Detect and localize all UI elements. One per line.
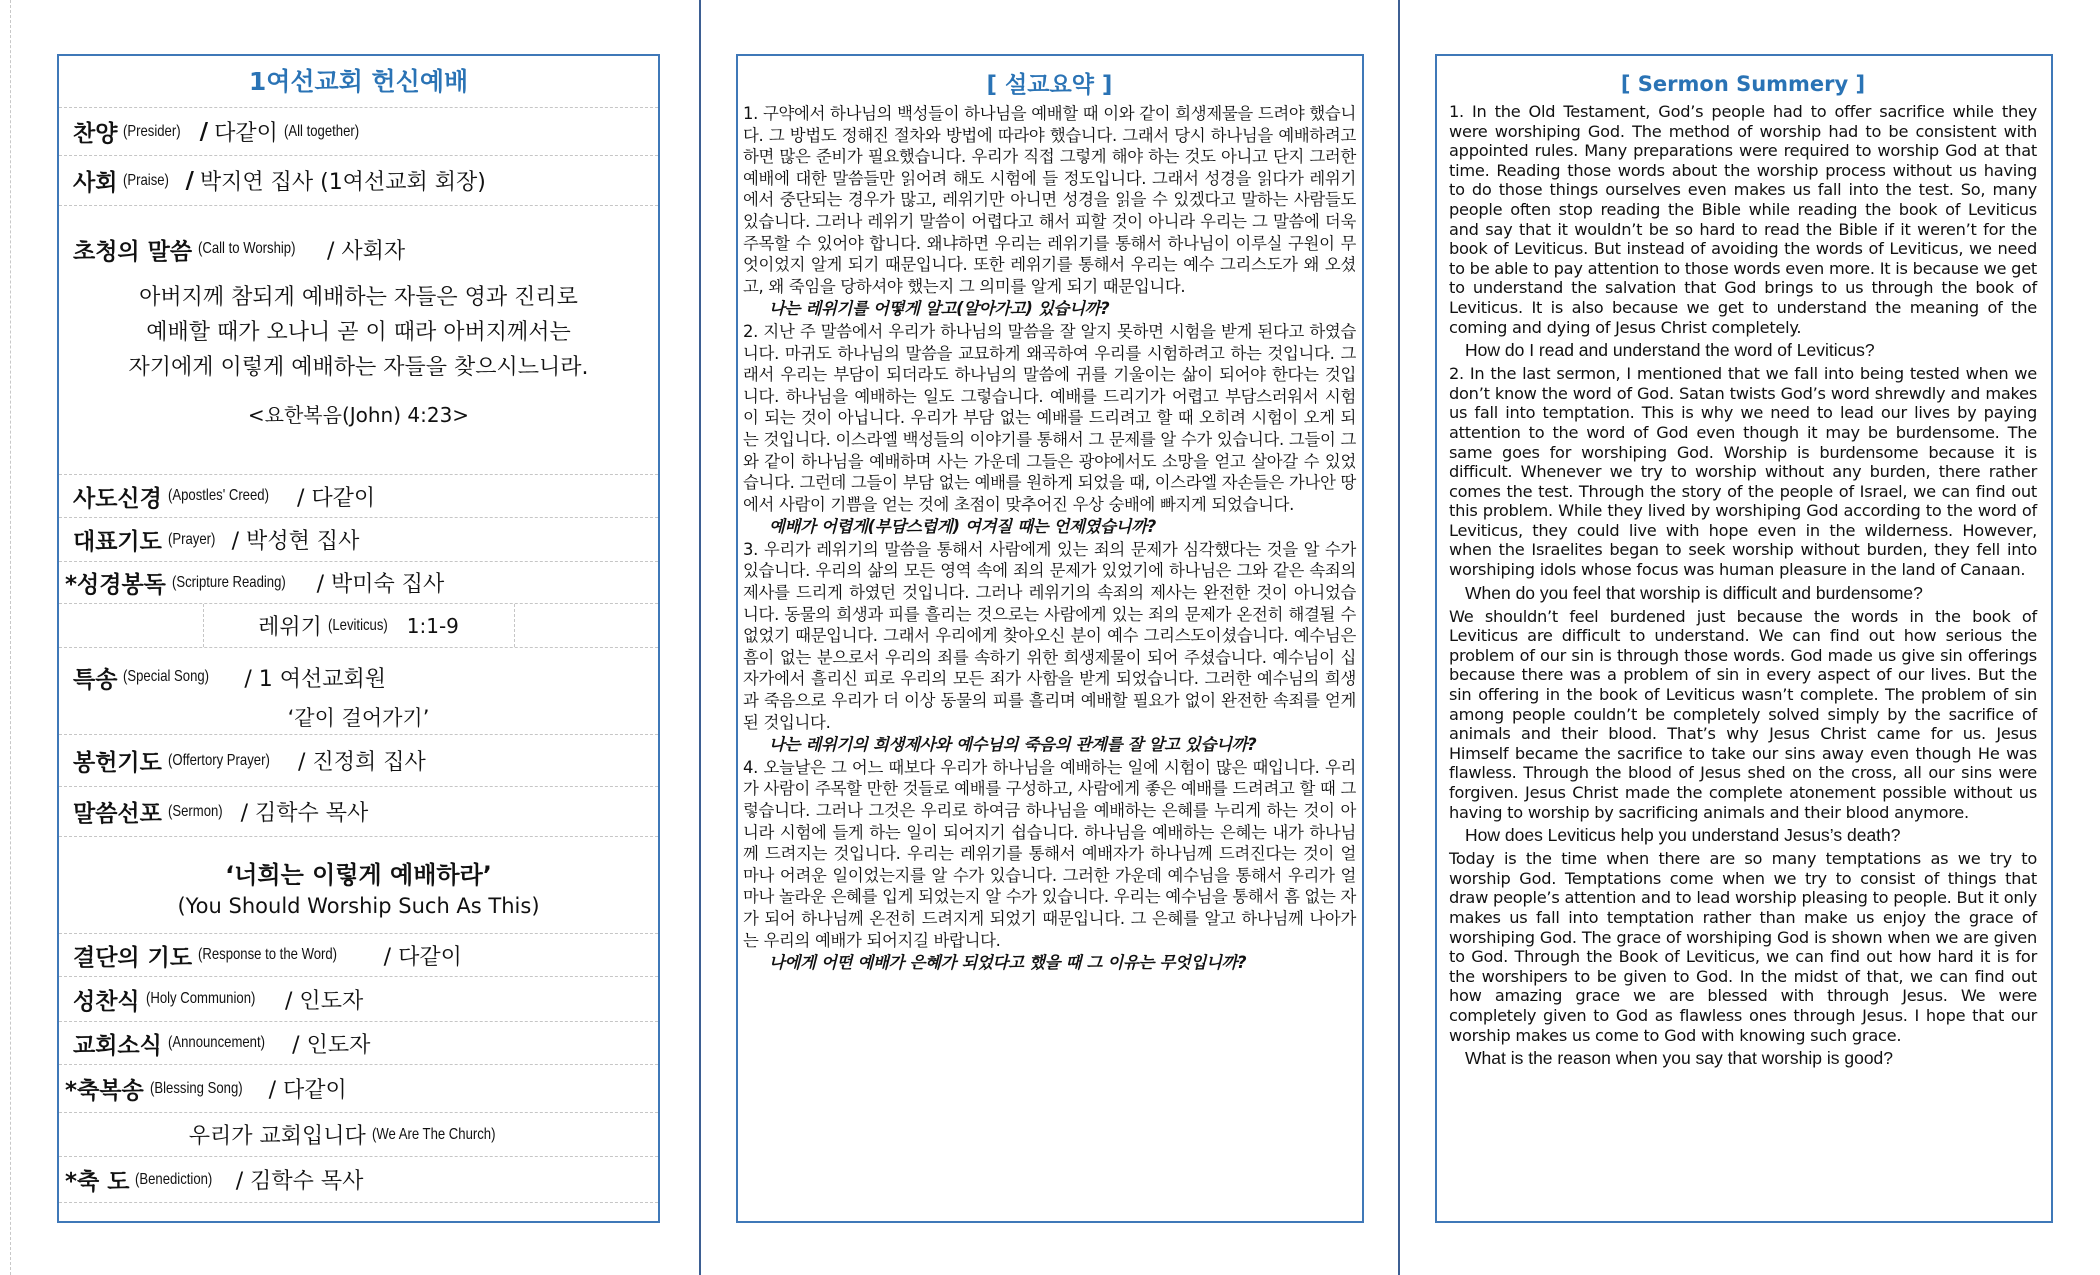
item-label-ko: 사회 bbox=[73, 170, 118, 196]
reflection-question: 예배가 어렵게(부담스럽게) 여겨질 때는 언제였습니까? bbox=[769, 517, 1156, 537]
item-label-ko: *축 도 bbox=[65, 1169, 130, 1195]
summary-paragraph: 3. 우리가 레위기의 말씀을 통해서 사람에게 있는 죄의 문제가 심각했다는 것을 알 수가 있습니다. 우리의 삶의 모든 영역 속에 죄의 문제가 있었기에 하나님은 그와 같은 속죄의 제사를 드리게 하였던 것입니다. 그러나 레위기의 속죄의 제사는 완전한 것이 아니었습니다. 동물의 희생과 피를 흘리는 것으로는 사람에게 있는 죄의 문제가 온전히 해결될 수 없었기 때문입니다. 그래서 우리에게 찾아오신 분이 예수 그리스도이셨습니다. 예수님은 흠이 없는 분으로서 우리의 죄를 속하기 위한 희생제물이 되어 주셨습니다. 예수님이 십자가에서 흘리신 피로 우리의 모든 죄가 사함을 받게 되었습니다. 그러한 예수님의 희생과 죽음으로 우리가 더 이상 동물의 피를 흘리며 예배할 필요가 없이 완전한 속죄를 얻게 된 것입니다. bbox=[743, 539, 1356, 732]
blessing-song-title-en: (We Are The Church) bbox=[371, 1125, 496, 1143]
order-item-hymn bbox=[59, 108, 658, 156]
order-item-scripture bbox=[59, 562, 658, 604]
call-to-worship-block bbox=[59, 206, 658, 475]
summary-paragraph: We shouldn’t feel burdened just because the words in the book of Leviticus are difficult to understand. We can find out how serious the problem of our sin is through those words. God made us give sin offerings because there was a problem of sin in every aspect of our lives. But the sin offering in the book of Leviticus wasn’t complete. The problem of sin among people couldn’t be completely solved simply by the sacrifice of animals and their blood. That’s why Jesus Christ came for us. Jesus Himself became the sacrifice to take our sins away even though He was flawless. Through the blood of Jesus shed on the cross, all our sins were forgiven. Jesus Christ made the complete atonement possible without us having to worship by sacrificing animals and their blood anymore. bbox=[1449, 606, 2037, 822]
item-leader: / 인도자 bbox=[285, 988, 364, 1014]
summary-paragraph: 4. 오늘날은 그 어느 때보다 우리가 하나님을 예배하는 일에 시험이 많은 때입니다. 우리가 사람이 주목할 만한 것들로 예배를 구성하고, 사람에게 좋은 예배를 드려려고 할 때 그렇습니다. 그러나 그것은 우리로 하여금 하나님을 예배하는 은혜를 누리게 하는 것이 아니라 시험에 들게 하는 일이 되어지기 쉽습니다. 하나님을 예배하는 은혜는 내가 하나님께 드려지는 것입니다. 우리는 레위기를 통해서 예배자가 하나님께 드려진다는 것이 얼마나 어려운 일이었는지를 알 수가 있습니다. 그러한 가운데 예수님을 통해서 우리가 얼마나 놀라운 은혜를 입게 되었는지 알 수가 있습니다. 우리는 예수님을 통해서 흠 없는 자가 되어 하나님께 온전히 드려지게 되었기 때문입니다. 그 은혜를 알고 하나님께 나아가는 우리의 예배가 되어지길 바랍니다. bbox=[743, 757, 1356, 950]
sermon-title-block bbox=[59, 837, 658, 934]
english-summary-title: [ Sermon Summery ] bbox=[1620, 72, 1866, 96]
reflection-question: 나에게 어떤 예배가 은혜가 되었다고 했을 때 그 이유는 무엇입니까? bbox=[769, 953, 1247, 973]
order-item-prayer bbox=[59, 518, 658, 562]
item-label-en: (Blessing Song) bbox=[149, 1079, 243, 1097]
item-label-en: (Call to Worship) bbox=[198, 240, 296, 257]
sermon-title-ko: ‘너희는 이렇게 예배하라’ bbox=[225, 861, 492, 889]
item-leader: / 김학수 목사 bbox=[235, 1169, 364, 1194]
order-item-benediction bbox=[59, 1157, 658, 1203]
item-label-ko: *성경봉독 bbox=[65, 572, 166, 598]
korean-summary-panel bbox=[736, 54, 1364, 1223]
blessing-song-title-ko: 우리가 교회입니다 bbox=[188, 1124, 366, 1149]
item-leader: / 진정희 집사 bbox=[298, 750, 426, 775]
scripture-reference-box bbox=[203, 604, 515, 647]
reflection-question: When do you feel that worship is difficult and burdensome? bbox=[1465, 582, 1923, 603]
reflection-question: 나는 레위기의 희생제사와 예수님의 죽음의 관계를 잘 알고 있습니까? bbox=[769, 735, 1257, 755]
scripture-chapter: 1:1-9 bbox=[406, 613, 459, 638]
item-leader: / 김학수 목사 bbox=[240, 801, 369, 826]
item-label-en: (Response to the Word) bbox=[198, 946, 338, 963]
item-label-en: (Presider) bbox=[123, 122, 182, 140]
item-label-ko: *축복송 bbox=[65, 1078, 144, 1104]
item-label-en: (Praise) bbox=[123, 171, 170, 189]
item-leader: 박지연 집사 (1여선교회 회장) bbox=[199, 170, 486, 195]
verse-line: 자기에게 이렇게 예배하는 자들을 찾으시느니라. bbox=[128, 355, 589, 380]
verse-line: 아버지께 참되게 예배하는 자들은 영과 진리로 bbox=[139, 285, 578, 310]
item-label-ko: 사도신경 bbox=[73, 485, 162, 512]
order-item-special-song bbox=[73, 648, 658, 702]
verse-line: 예배할 때가 오나니 곧 이 때라 아버지께서는 bbox=[146, 320, 571, 345]
order-item-sermon bbox=[59, 787, 658, 837]
scripture-verse bbox=[59, 280, 658, 428]
worship-order-panel bbox=[57, 54, 660, 1223]
item-leader: / 박성현 집사 bbox=[231, 529, 360, 554]
special-song-block bbox=[59, 648, 658, 735]
english-summary-panel bbox=[1435, 54, 2053, 1223]
item-label-ko: 찬양 bbox=[73, 121, 118, 147]
item-leader: / 다같이 bbox=[296, 485, 376, 511]
fold-line-1 bbox=[699, 0, 701, 1275]
order-item-call-to-worship bbox=[73, 206, 658, 280]
item-label-ko: 성찬식 bbox=[73, 988, 140, 1015]
item-label-en: (Scripture Reading) bbox=[171, 573, 286, 591]
order-item-response bbox=[59, 934, 658, 977]
item-label-en: (Prayer) bbox=[167, 530, 216, 548]
summary-paragraph: 1. 구약에서 하나님의 백성들이 하나님을 예배할 때 이와 같이 희생제물을 드려야 했습니다. 그 방법도 정해진 절차와 방법에 따라야 했습니다. 그래서 당시 하나님을 예배하려고 하면 많은 준비가 필요했습니다. 우리가 직접 그렇게 해야 하는 것도 아니고 단지 그러한 예배에 대한 말씀들만 읽어려 해도 시험에 들 정도입니다. 그래서 성경을 읽다가 레위기에서 중단되는 경우가 많고, 레위기만 아니면 성경을 읽을 수 있겠다고 말하는 사람들도 있습니다. 그러나 레위기 말씀이 어렵다고 해서 피할 것이 아니라 우리는 그 말씀에 더욱 주목할 수 있어야 합니다. 왜냐하면 우리는 레위기를 통해서 하나님이 이루실 구원이 무엇이었지 알게 되기 때문입니다. 또한 레위기를 통해서 우리는 예수 그리스도가 왜 오셨고, 왜 죽임을 당하셔야 했는지 그 의미를 알게 되기 때문입니다. bbox=[743, 104, 1356, 296]
summary-paragraph: Today is the time when there are so many temptations as we try to worship God. Temptations come when we try to consist of things that draw people’s attention and to lead worship pleasing to people. But it only makes us fall into temptation rather than make us enjoy the grace of worshiping God. The grace of worshiping God is shown when we are given to God. Through the Book of Leviticus, we can find out how hard it is for the worshipers to be given to God. In the midst of that, we can find out how amazing grace we are blessed with through Jesus. We were completely given to God as flawless ones through Jesus. I hope that our worship makes us come to God with knowing such grace. bbox=[1449, 849, 2037, 1045]
item-label-ko: 말씀선포 bbox=[73, 801, 162, 827]
item-label-ko: 교회소식 bbox=[73, 1032, 162, 1059]
summary-paragraph: 2. In the last sermon, I mentioned that we fall into being tested when we don’t know the word of God. Satan twists God’s word shrewdly and makes us fall into temptation. This is why we need to lead our lives by paying attention to the word of God even though it may be burdensome. The same goes for worshiping God. Worship is burdensome because it is difficult. Whenever we try to worship without any burden, there rather comes the test. Through the story of the people of Israel, we can find out this problem. While they lived by worshiping God according to the word of Leviticus, they could live with hope even in the wilderness. However, when the Israelites began to seek worship without burden, they fell into worshiping idols whose focus was human pleasure in the land of Canaan. bbox=[1449, 364, 2037, 580]
item-slash: / bbox=[185, 167, 194, 194]
item-leader: / 인도자 bbox=[292, 1032, 371, 1058]
blessing-song-title bbox=[59, 1113, 658, 1157]
item-leader: / 다같이 bbox=[383, 944, 462, 970]
item-leader: / 박미숙 집사 bbox=[316, 572, 445, 597]
item-label-en: (Apostles' Creed) bbox=[167, 487, 269, 504]
item-label-ko: 초청의 말씀 bbox=[73, 238, 193, 265]
scripture-reference-row bbox=[59, 604, 658, 648]
item-label-en: (Offertory Prayer) bbox=[167, 751, 270, 769]
item-label-en: (Special Song) bbox=[123, 668, 210, 685]
item-leader-en: (All together) bbox=[283, 122, 359, 140]
item-label-ko: 봉헌기도 bbox=[73, 750, 162, 776]
reflection-question: How do I read and understand the word of Leviticus? bbox=[1465, 340, 1875, 361]
order-item-creed bbox=[59, 475, 658, 518]
order-item-communion bbox=[59, 977, 658, 1022]
item-label-ko: 특송 bbox=[73, 666, 118, 693]
order-item-presider bbox=[59, 156, 658, 206]
fold-line-2 bbox=[1398, 0, 1400, 1275]
worship-order-title: 1여선교회 헌신예배 bbox=[59, 56, 658, 108]
item-leader: / 1 여선교회원 bbox=[244, 666, 387, 692]
sermon-title-en: (You Should Worship Such As This) bbox=[177, 894, 540, 918]
reflection-question: How does Leviticus help you understand Jesus’s death? bbox=[1465, 825, 1901, 846]
item-label-en: (Announcement) bbox=[167, 1034, 265, 1051]
order-item-announcement bbox=[59, 1022, 658, 1065]
verse-reference: <요한복음(John) 4:23> bbox=[247, 403, 470, 427]
item-slash: / bbox=[199, 118, 209, 145]
item-leader: / 다같이 bbox=[268, 1078, 347, 1103]
reflection-question: 나는 레위기를 어떻게 알고(알아가고) 있습니까? bbox=[769, 299, 1110, 319]
summary-paragraph: 1. In the Old Testament, God’s people had to offer sacrifice while they were worshiping God. The method of worship had to be consistent with appointed rules. Many preparations were required to worship God at that time. Reading those words about the worship process without us having to do those things ourselves even makes us fall into the test. So, many people often stop reading the Bible while reading the book of Leviticus and say that it wouldn’t be so hard to read the Bible if it weren’t for the book of Leviticus. But instead of avoiding the words of Leviticus, we need to be able to pay attention to those words even more. It is because we get to understand the salvation that God brings to us through the book of Leviticus. It is also because we get to understand the meaning of the coming and dying of Jesus Christ completely. bbox=[1449, 102, 2037, 337]
page-edge-left bbox=[10, 0, 11, 1275]
korean-summary-title: [ 설교요약 ] bbox=[986, 72, 1113, 98]
scripture-book: 레위기 bbox=[258, 615, 322, 640]
reflection-question: What is the reason when you say that worship is good? bbox=[1465, 1048, 1894, 1069]
item-label-ko: 결단의 기도 bbox=[73, 944, 193, 971]
order-item-blessing-song bbox=[59, 1065, 658, 1113]
item-leader: / 사회자 bbox=[326, 238, 406, 264]
special-song-title: ‘같이 걸어가기’ bbox=[287, 706, 430, 730]
item-label-ko: 대표기도 bbox=[73, 529, 162, 555]
scripture-book-en: (Leviticus) bbox=[327, 616, 388, 634]
item-label-en: (Holy Communion) bbox=[145, 990, 256, 1007]
item-leader: 다같이 bbox=[214, 121, 278, 146]
item-label-en: (Sermon) bbox=[167, 802, 223, 820]
item-label-en: (Benediction) bbox=[135, 1170, 213, 1188]
summary-paragraph: 2. 지난 주 말씀에서 우리가 하나님의 말씀을 잘 알지 못하면 시험을 받게 된다고 하였습니다. 마귀도 하나님의 말씀을 교묘하게 왜곡하여 우리를 시험하려고 하는 것입니다. 그래서 우리는 부담이 되더라도 하나님의 말씀에 귀를 기울이는 삶이 되어야 한다는 것입니다. 하나님을 예배하는 일도 그렇습니다. 예배를 드리기가 어렵고 부담스러워서 시험이 되는 것이 아닙니다. 우리가 부담 없는 예배를 드리려고 할 때 오히려 시험이 오게 되는 것입니다. 이스라엘 백성들의 이야기를 통해서 그 문제를 알 수가 있습니다. 그들이 그와 같이 하나님을 예배하며 사는 가운데 그들은 광야에서도 소망을 얻고 살아갈 수 있었습니다. 그런데 그들이 부담 없는 예배를 원하게 되었을 때, 이스라엘 자손들은 가나안 땅에서 사람이 기쁨을 얻는 것에 초점이 맞추어진 우상 숭배에 빠지게 되었습니다. bbox=[743, 321, 1356, 514]
order-item-offertory bbox=[59, 735, 658, 787]
